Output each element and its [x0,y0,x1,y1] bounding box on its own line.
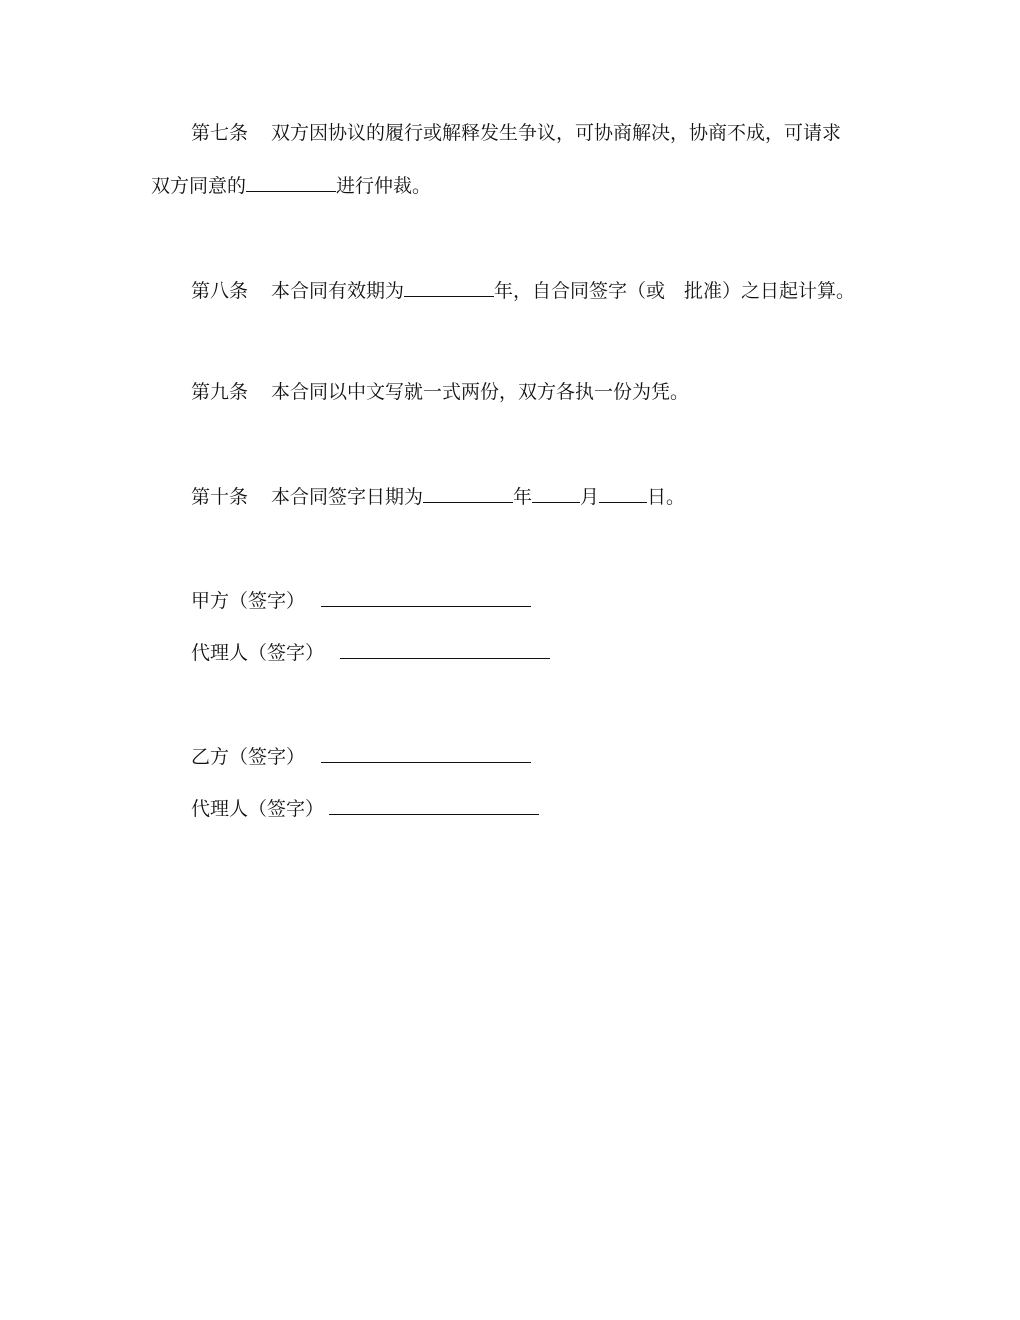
day-label: 日。 [647,486,686,508]
arbitration-body-blank[interactable] [246,173,336,192]
party-a-signature-blank[interactable] [321,588,531,607]
agent-b-signature-blank[interactable] [329,796,539,815]
sign-day-blank[interactable] [599,484,647,503]
party-b-signature-blank[interactable] [321,744,531,763]
article-7-line-2 [151,173,431,198]
sign-month-blank[interactable] [532,484,580,503]
article-8-text-b: 年，自合同签字（或 批准）之日起计算。 [494,280,856,302]
agent-b-label: 代理人（签字） [191,798,325,820]
validity-years-blank[interactable] [404,278,494,297]
party-b-label: 乙方（签字） [191,746,306,768]
article-10-line [191,484,685,509]
sign-year-blank[interactable] [423,484,513,503]
agent-a-signature-blank[interactable] [340,640,550,659]
agent-a-label: 代理人（签字） [191,642,325,664]
agent-b-signature-line [191,796,539,821]
article-7-text-2a: 双方同意的 [151,175,247,197]
article-9-line [191,380,689,404]
year-label: 年 [513,486,533,508]
article-8-number: 第八条 [191,280,249,302]
article-7-text-2b: 进行仲裁。 [336,175,432,197]
party-b-signature-line [191,744,531,769]
article-9-number: 第九条 [191,381,249,403]
party-a-label: 甲方（签字） [191,590,306,612]
article-9-text: 本合同以中文写就一式两份，双方各执一份为凭。 [271,381,690,403]
article-7-line-1 [191,121,841,145]
article-7-number: 第七条 [191,122,249,144]
agent-a-signature-line [191,640,550,665]
party-a-signature-line [191,588,531,613]
article-10-text-a: 本合同签字日期为 [271,486,424,508]
article-8-text-a: 本合同有效期为 [271,280,405,302]
article-8-line [191,278,855,303]
article-10-number: 第十条 [191,486,249,508]
article-7-text-1: 双方因协议的履行或解释发生争议，可协商解决，协商不成，可请求 [271,122,842,144]
month-label: 月 [580,486,600,508]
